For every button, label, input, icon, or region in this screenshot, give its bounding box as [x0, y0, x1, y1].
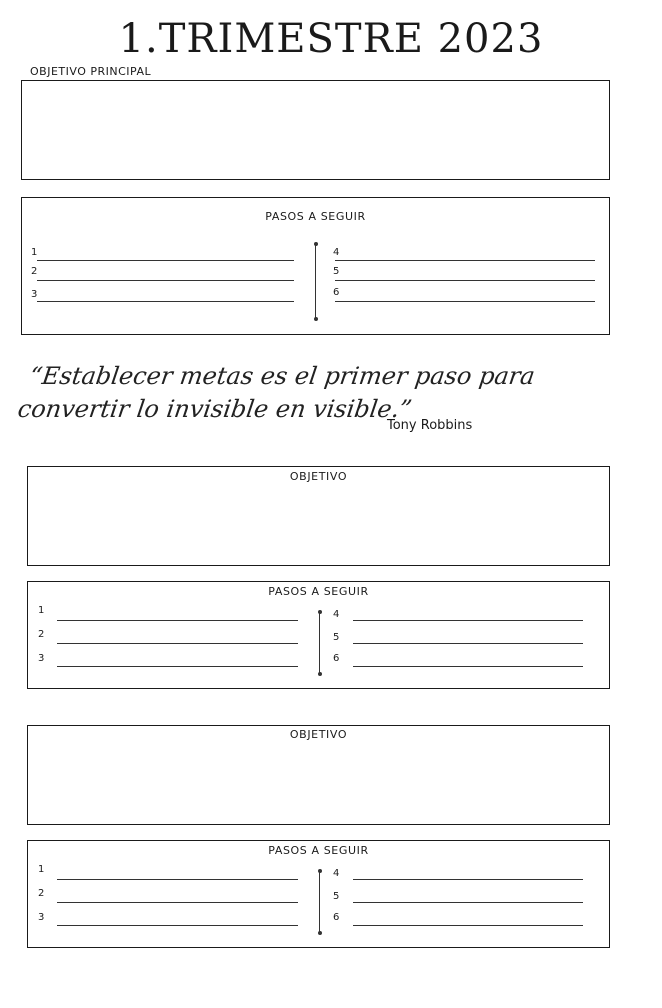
main-goal-label: OBJETIVO PRINCIPAL: [30, 65, 152, 78]
quote-author: Tony Robbins: [387, 418, 473, 433]
step-number-5: 5: [333, 266, 340, 277]
goal-label-2: OBJETIVO: [289, 470, 348, 483]
step-line-3[interactable]: [57, 925, 298, 926]
goal-label-3: OBJETIVO: [289, 728, 348, 741]
step-line-4[interactable]: [353, 620, 583, 621]
step-line-6[interactable]: [353, 666, 583, 667]
steps-title-2: PASOS A SEGUIR: [268, 585, 369, 598]
step-line-3[interactable]: [37, 301, 294, 302]
step-number-5: 5: [333, 632, 340, 643]
step-number-5: 5: [333, 891, 340, 902]
step-number-6: 6: [333, 287, 340, 298]
step-line-4[interactable]: [335, 260, 595, 261]
step-line-5[interactable]: [353, 902, 583, 903]
step-line-5[interactable]: [335, 280, 595, 281]
step-line-3[interactable]: [57, 666, 298, 667]
step-number-4: 4: [333, 247, 340, 258]
step-number-2: 2: [38, 888, 45, 899]
steps-box-3: [27, 840, 610, 948]
quote-line-2: convertir lo invisible en visible.”: [16, 395, 414, 423]
goal-box-3[interactable]: [27, 725, 610, 825]
step-line-2[interactable]: [57, 902, 298, 903]
quote-line-1: “Establecer metas es el primer paso para: [28, 362, 537, 390]
step-line-4[interactable]: [353, 879, 583, 880]
step-number-3: 3: [38, 653, 45, 664]
steps-box-1: [21, 197, 610, 335]
steps-divider: [319, 612, 320, 674]
steps-divider: [319, 871, 320, 933]
step-number-6: 6: [333, 912, 340, 923]
step-number-3: 3: [38, 912, 45, 923]
steps-title-1: PASOS A SEGUIR: [265, 210, 366, 223]
step-number-1: 1: [38, 605, 45, 616]
step-line-1[interactable]: [57, 879, 298, 880]
step-line-5[interactable]: [353, 643, 583, 644]
main-goal-box[interactable]: [21, 80, 610, 180]
steps-divider: [315, 244, 316, 319]
step-number-4: 4: [333, 609, 340, 620]
step-number-2: 2: [31, 266, 38, 277]
step-number-6: 6: [333, 653, 340, 664]
goal-box-2[interactable]: [27, 466, 610, 566]
step-number-2: 2: [38, 629, 45, 640]
step-line-6[interactable]: [335, 301, 595, 302]
step-line-2[interactable]: [37, 280, 294, 281]
step-number-1: 1: [38, 864, 45, 875]
steps-title-3: PASOS A SEGUIR: [268, 844, 369, 857]
step-line-1[interactable]: [57, 620, 298, 621]
page-title: 1.TRIMESTRE 2023: [118, 16, 544, 62]
step-number-1: 1: [31, 247, 38, 258]
step-line-6[interactable]: [353, 925, 583, 926]
step-line-2[interactable]: [57, 643, 298, 644]
step-number-4: 4: [333, 868, 340, 879]
step-number-3: 3: [31, 289, 38, 300]
step-line-1[interactable]: [37, 260, 294, 261]
steps-box-2: [27, 581, 610, 689]
